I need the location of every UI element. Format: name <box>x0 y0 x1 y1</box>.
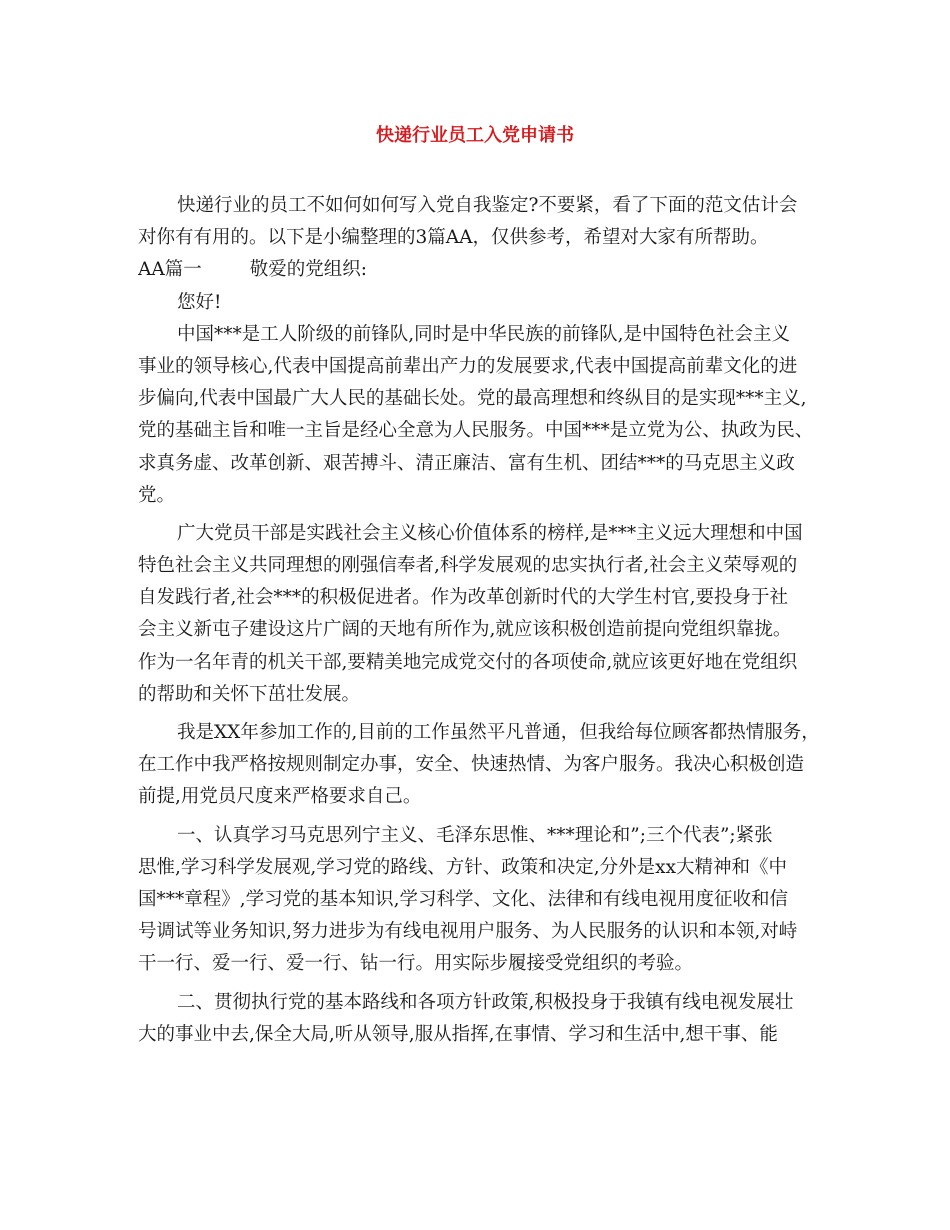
document-body <box>138 190 828 1051</box>
paragraph-line: 中国***是工人阶级的前锋队,同时是中华民族的前锋队,是中国特色社会主义 <box>177 323 791 345</box>
intro-line: 快递行业的员工不如何如何写入党自我鉴定?不要紧，看了下面的范文估计会 <box>177 195 798 216</box>
paragraph-line: 国***章程》,学习党的基本知识,学习科学、文化、法律和有线电视用度征收和信 <box>138 888 789 910</box>
paragraph-line: 号调试等业务知识,努力进步为有线电视用户服务、为人民服务的认识和本领,对峙 <box>138 921 798 943</box>
intro-line: 对你有有用的。以下是小编整理的3篇AA，仅供参考，希望对大家有所帮助。 <box>138 227 769 249</box>
paragraph-line: 的帮助和关怀下茁壮发展。 <box>138 683 361 705</box>
salutation: 敬爱的党组织: <box>249 259 367 281</box>
paragraph-line: 会主义新屯子建设这片广阔的天地有所作为,就应该积极创造前提向党组织靠拢。 <box>138 619 792 641</box>
paragraph-line: 思惟,学习科学发展观,学习党的路线、方针、政策和决定,分外是xx大精神和《中 <box>138 856 788 878</box>
paragraph-line: 在工作中我严格按规则制定办事，安全、快速热情、为客户服务。我决心积极创造 <box>138 754 805 776</box>
paragraph-line: 步偏向,代表中国最广大人民的基础长处。党的最高理想和终纵目的是实现***主义, <box>138 388 807 410</box>
paragraph-line: 自发践行者,社会***的积极促进者。作为改革创新时代的大学生村官,要投身于社 <box>138 587 789 609</box>
section-heading-line <box>138 254 828 286</box>
paragraph-line: 党。 <box>138 484 176 506</box>
paragraph-line: 大的事业中去,保全大局,听从领导,服从指挥,在事情、学习和生活中,想干事、能 <box>138 1023 778 1045</box>
paragraph-line: 作为一名年青的机关干部,要精美地完成党交付的各项使命,就应该更好地在党组织 <box>138 651 798 673</box>
paragraph-line: 干一行、爱一行、爱一行、钻一行。用实际步履接受党组织的考验。 <box>138 953 694 975</box>
paragraph-line: 前提,用党员尺度来严格要求自己。 <box>138 786 422 808</box>
document-title: 快递行业员工入党申请书 <box>376 125 574 146</box>
paragraph-line: 我是XX年参加工作的,目前的工作虽然平凡普通，但我给每位顾客都热情服务， <box>177 722 820 743</box>
paragraph-line: 二、贯彻执行党的基本路线和各项方针政策,积极投身于我镇有线电视发展壮 <box>177 991 794 1013</box>
paragraph-line: 党的基础主旨和唯一主旨是经心全意为人民服务。中国***是立党为公、执政为民、 <box>138 420 814 442</box>
paragraph-line: 一、认真学习马克思列宁主义、毛泽东思惟、***理论和”;三个代表”;紧张 <box>177 824 773 846</box>
paragraph-line: 广大党员干部是实践社会主义核心价值体系的榜样,是***主义远大理想和中国 <box>177 522 803 544</box>
section-label: AA篇一 <box>138 259 202 281</box>
paragraph-line: 特色社会主义共同理想的刚强信奉者,科学发展观的忠实执行者,社会主义荣辱观的 <box>138 555 798 577</box>
greeting: 您好! <box>177 291 222 313</box>
paragraph-line: 事业的领导核心,代表中国提高前辈出产力的发展要求,代表中国提高前辈文化的进 <box>138 355 798 377</box>
paragraph-line: 求真务虚、改革创新、艰苦搏斗、清正廉洁、富有生机、团结***的马克思主义政 <box>138 452 795 474</box>
